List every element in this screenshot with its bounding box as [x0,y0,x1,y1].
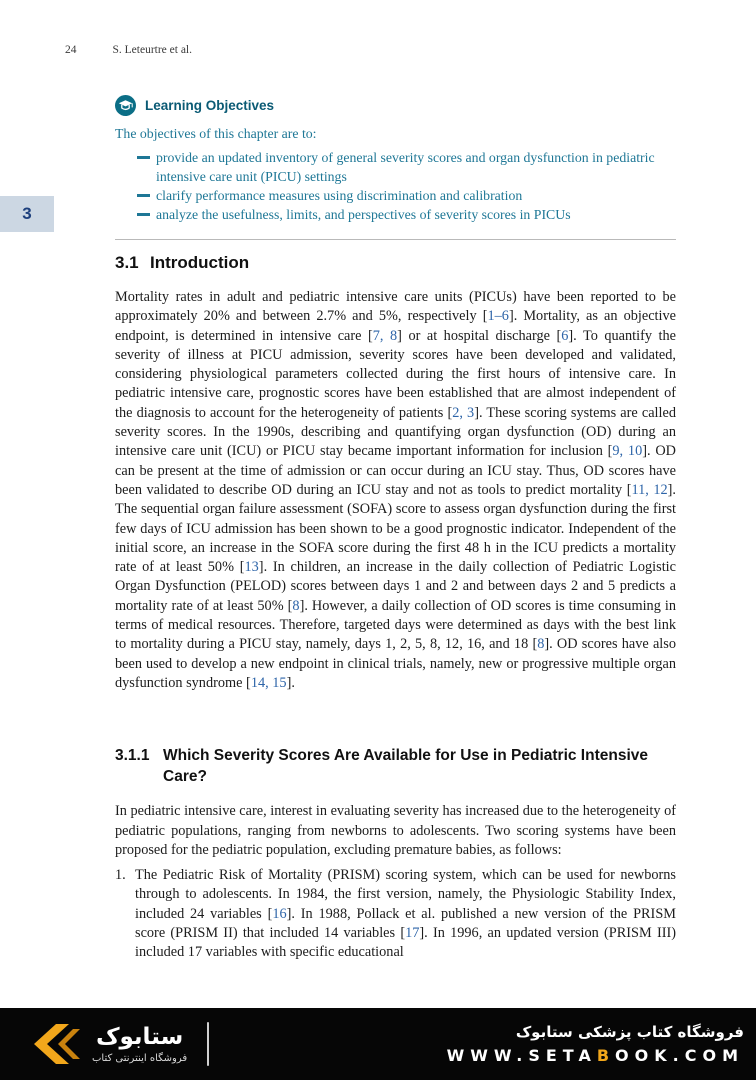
page-number: 24 [65,44,77,56]
objectives-intro: The objectives of this chapter are to: [115,126,317,141]
objectives-list [115,148,676,224]
citation-link[interactable]: 17 [405,925,420,942]
objective-item [115,186,676,205]
severity-scores-paragraph: In pediatric intensive care, interest in evaluating severity has increased due to the heterogeneity of pediatric populations, ranging from newborns to adolescents. Two scoring systems have been proposed for the pediatric population, excluding premature babies, as follows: [115,803,676,858]
numbered-list [115,866,676,962]
footer-brand [26,1022,209,1066]
dash-bullet-icon [137,156,150,159]
learning-objectives-box [115,95,676,224]
running-head-authors: S. Leteurtre et al. [112,44,193,56]
section-heading-3-1-1 [115,745,676,787]
intro-paragraph: Mortality rates in adult and pediatric intensive care units (PICUs) have been reported to be approximately 20% and between 2.7% and 5%, respectively [1–6]. Mortality, as an objective endpoint, is determined in intensive care [7, 8] or at hospital discharge [6]. To quantify the severity of illness at PICU admission, severity scores have been developed and validated, considering physiological parameters collected during the first hours of intensive care. In pediatric intensive care, prognostic scores have been established that are almost independent of the diagnosis to account for the heterogeneity of patients [2, 3]. These scoring systems are called severity scores. In the 1990s, describing and quantifying organ dysfunction (OD) during an intensive care unit (ICU) or PICU stay became important information for inclusion [9, 10]. OD can be present at the time of admission or can occur during an ICU stay. Thus, OD scores have been validated to describe OD during an ICU stay and not as tools to predict mortality [11, 12]. The sequential organ failure assessment (SOFA) score to assess organ dysfunction during the first few days of ICU admission has been shown to be a good prognostic indicator. Independent of the initial score, an increase in the SOFA score during the first 48 h in the ICU predicts a mortality rate of at least 50% [13]. In children, an increase in the daily collection of Pediatric Logistic Organ Dysfunction (PELOD) scores between days 1 and 2 and between days 2 and 5 predicts a mortality rate of at least 50% [8]. However, a daily collection of OD scores is time consuming in terms of medical resources. Therefore, targeted days were determined as days with the best link to mortality during a PICU stay, namely, days 1, 2, 5, 8, 12, 16, and 18 [8]. OD scores have also been used to develop a new endpoint in clinical trials, namely, new or progressive multiple organ dysfunction syndrome [14, 15]. [115,289,676,691]
brand-name: ستابوک [95,1024,184,1050]
list-item-text: The Pediatric Risk of Mortality (PRISM) scoring system, which can be used for newborns through to adolescents. In 1984, the first version, namely, the Physiologic Stability Index, included 24 variables [16]. In 1988, Pollack et al. published a new version of the PRISM score (PRISM II) that included 14 variables [17]. In 1996, an updated version (PRISM III) included 17 variables with specific educational [135,867,676,961]
objective-item [115,148,676,186]
section-title: Introduction [150,253,250,272]
chapter-number: 3 [22,204,32,223]
brand-subtitle: فروشگاه اینترنتی کتاب [92,1053,188,1064]
store-title: فروشگاه کتاب پزشکی ستابوک [515,1023,744,1041]
citation-link[interactable]: 8 [292,597,300,614]
citation-link[interactable]: 1–6 [487,308,509,325]
bookstore-footer [0,1008,756,1080]
citation-link[interactable]: 13 [244,559,259,576]
footer-brand-text [92,1024,187,1064]
citation-link[interactable]: 11, 12 [631,481,668,498]
citation-link[interactable]: 14, 15 [250,674,287,691]
objective-item-text: analyze the usefulness, limits, and perspectives of severity scores in PICUs [156,207,571,222]
section-number: 3.1 [115,253,139,272]
section-number: 3.1.1 [115,747,150,765]
section-heading-3-1 [115,253,676,273]
citation-link[interactable]: 2, 3 [452,404,475,421]
list-item [115,866,676,962]
section-divider [115,239,676,240]
page-content [112,0,676,963]
list-item-number: 1. [115,867,126,884]
chapter-number-tab [0,196,54,232]
double-chevron-logo-icon [26,1024,80,1064]
section-title: Which Severity Scores Are Available for Use in Pediatric Intensive Care? [163,747,648,786]
objective-item-text: provide an updated inventory of general severity scores and organ dysfunction in pediatric intensive care unit (PICU) settings [156,150,655,184]
footer-divider [207,1022,209,1066]
footer-website-link[interactable]: WWW.SETABOOK.COM [446,1046,744,1065]
citation-link[interactable]: 6 [561,327,569,344]
objective-item [115,205,676,224]
graduation-cap-icon [115,95,136,116]
citation-link[interactable]: 8 [537,636,545,653]
learning-objectives-title: Learning Objectives [145,98,275,113]
citation-link[interactable]: 9, 10 [612,443,643,460]
footer-store-info [447,1023,744,1065]
dash-bullet-icon [137,194,150,197]
citation-link[interactable]: 16 [272,905,287,922]
dash-bullet-icon [137,213,150,216]
citation-link[interactable]: 7, 8 [372,327,398,344]
objective-item-text: clarify performance measures using discrimination and calibration [156,188,523,203]
